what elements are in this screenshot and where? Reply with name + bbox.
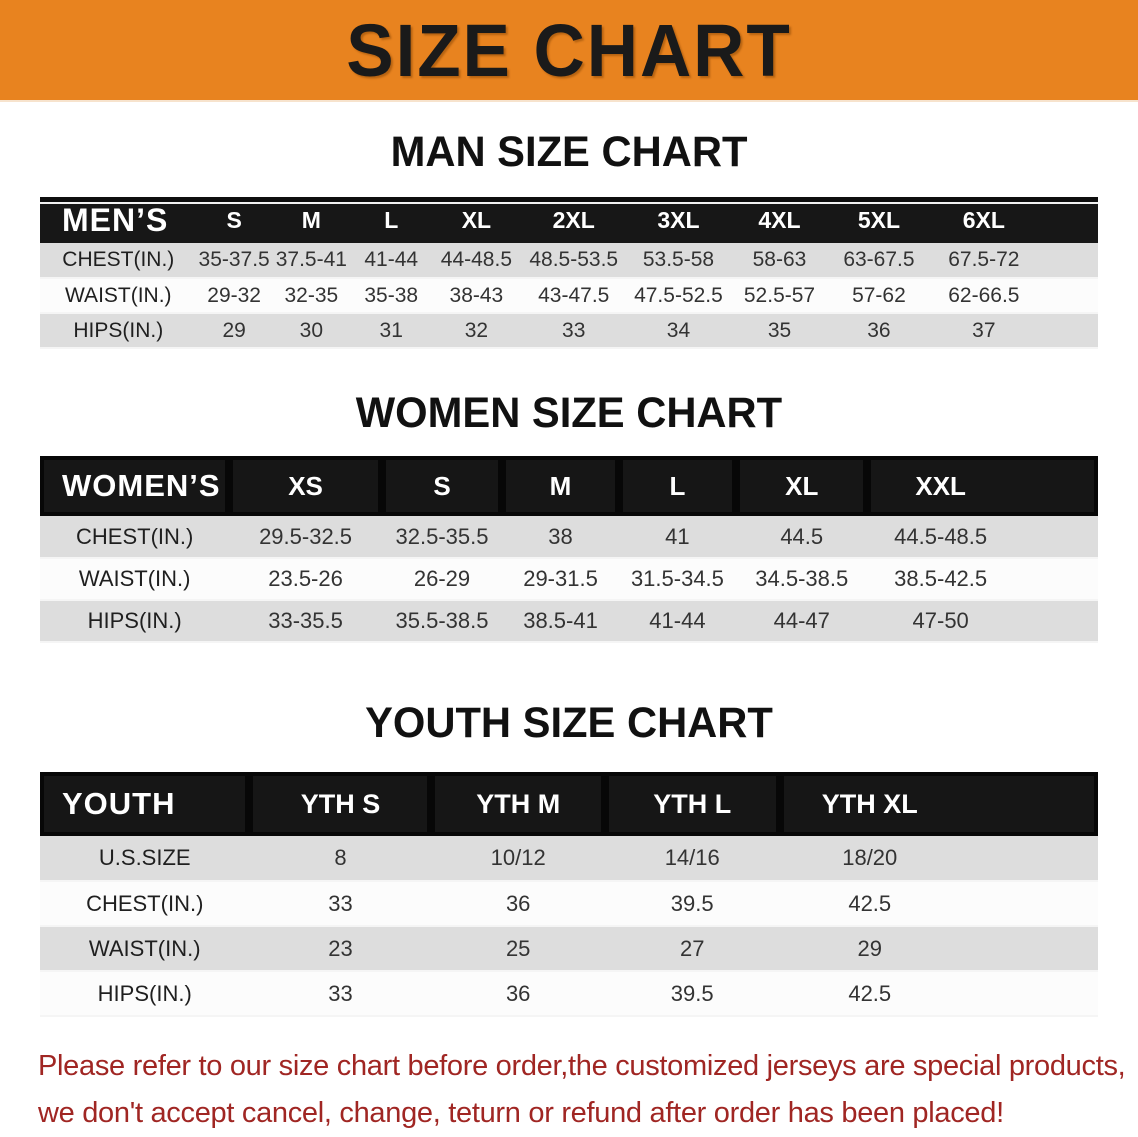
value-cell: 48.5-53.5 (529, 248, 619, 271)
notice-line-1: Please refer to our size chart before order,the customized jerseys are special products, (38, 1050, 1126, 1082)
value-cell: 10/12 (490, 845, 546, 870)
value-cell: 35 (767, 318, 792, 342)
value-cell: 26-29 (413, 566, 471, 591)
value-cell: 29-32 (207, 283, 261, 307)
value-cell: 37 (972, 318, 996, 342)
value-cell: 44.5-48.5 (894, 523, 988, 549)
value-cell: 41-44 (364, 248, 419, 271)
value-cell: 42.5 (848, 980, 892, 1006)
men-row-2 (40, 313, 1098, 348)
men-row-0 (40, 243, 1098, 278)
value-cell: 36 (505, 980, 531, 1006)
man-size-chart-title: MAN SIZE CHART (390, 128, 748, 176)
value-cell: 38.5-41 (523, 608, 598, 633)
value-cell: 29.5-32.5 (259, 523, 353, 549)
value-cell: 62-66.5 (948, 283, 1020, 307)
youth-column-header-0: YTH S (249, 772, 431, 836)
value-cell: 57-62 (852, 283, 906, 307)
row-label: CHEST(IN.) (76, 523, 194, 549)
row-label: WAIST(IN.) (88, 935, 201, 961)
women-row-0 (40, 516, 1098, 558)
value-cell: 25 (505, 935, 531, 961)
youth-column-header-2: YTH L (605, 772, 780, 836)
women-column-header-5: XXL (867, 456, 1098, 516)
value-cell: 23 (328, 935, 353, 961)
value-cell: 23.5-26 (268, 566, 343, 591)
value-cell: 38.5-42.5 (894, 566, 988, 591)
value-cell: 30 (299, 318, 324, 342)
women-column-header-2: M (502, 456, 618, 516)
value-cell: 44.5 (780, 523, 824, 549)
value-cell: 36 (505, 890, 531, 916)
value-cell: 41-44 (649, 608, 706, 633)
value-cell: 18/20 (842, 845, 898, 870)
value-cell: 43-47.5 (538, 283, 610, 307)
women-corner-label: WOMEN’S (40, 456, 229, 516)
row-label: CHEST(IN.) (62, 248, 175, 271)
men-column-header-6: 4XL (731, 197, 828, 243)
youth-size-chart-title: YOUTH SIZE CHART (365, 699, 773, 747)
women-column-header-4: XL (736, 456, 867, 516)
men-column-header-1: M (272, 197, 351, 243)
value-cell: 33 (328, 890, 353, 916)
value-cell: 31.5-34.5 (630, 566, 724, 591)
notice-line-2: we don't accept cancel, change, teturn or refund after order has been placed! (38, 1097, 1004, 1129)
men-column-header-8: 6XL (930, 197, 1098, 243)
value-cell: 53.5-58 (642, 248, 715, 271)
youth-header-row (40, 772, 1098, 836)
value-cell: 31 (379, 318, 403, 342)
row-label: HIPS(IN.) (73, 318, 164, 342)
value-cell: 33 (562, 318, 586, 342)
men-column-header-3: XL (431, 197, 521, 243)
value-cell: 33 (328, 980, 353, 1006)
value-cell: 38 (548, 523, 573, 549)
value-cell: 44-47 (773, 608, 830, 633)
order-notice (0, 1043, 1138, 1137)
women-row-2 (40, 600, 1098, 642)
value-cell: 39.5 (670, 980, 714, 1006)
youth-size-table (40, 772, 1098, 1017)
men-column-header-4: 2XL (521, 197, 626, 243)
value-cell: 47-50 (912, 608, 969, 633)
men-corner-label: MEN’S (40, 197, 197, 243)
youth-column-header-3: YTH XL (780, 772, 1099, 836)
men-table-wrap (0, 197, 1138, 349)
women-header-row (40, 456, 1098, 516)
women-column-header-1: S (382, 456, 503, 516)
value-cell: 29 (222, 318, 246, 342)
value-cell: 35-38 (364, 283, 419, 307)
men-column-header-0: S (197, 197, 272, 243)
value-cell: 41 (665, 523, 690, 549)
youth-table-wrap (0, 772, 1138, 1017)
men-column-header-5: 3XL (626, 197, 731, 243)
value-cell: 44-48.5 (440, 248, 513, 271)
row-label: U.S.SIZE (98, 845, 191, 870)
value-cell: 67.5-72 (948, 248, 1020, 271)
row-label: WAIST(IN.) (78, 566, 191, 591)
value-cell: 58-63 (752, 248, 807, 271)
value-cell: 29 (857, 935, 882, 961)
value-cell: 34.5-38.5 (755, 566, 849, 591)
value-cell: 35-37.5 (198, 248, 270, 271)
value-cell: 63-67.5 (843, 248, 915, 271)
men-column-header-7: 5XL (828, 197, 930, 243)
men-header-row (40, 197, 1098, 243)
value-cell: 38-43 (449, 283, 504, 307)
youth-row-1 (40, 881, 1098, 926)
women-size-table (40, 456, 1098, 643)
row-label: WAIST(IN.) (65, 283, 172, 307)
value-cell: 27 (679, 935, 705, 961)
women-row-1 (40, 558, 1098, 600)
size-chart-banner (0, 0, 1138, 102)
value-cell: 33-35.5 (268, 608, 343, 633)
women-column-header-0: XS (229, 456, 381, 516)
women-size-chart-title: WOMEN SIZE CHART (355, 389, 783, 437)
row-label: HIPS(IN.) (87, 608, 182, 633)
value-cell: 8 (334, 845, 347, 870)
men-row-1 (40, 278, 1098, 313)
value-cell: 32-35 (284, 283, 339, 307)
youth-column-header-1: YTH M (431, 772, 605, 836)
value-cell: 34 (666, 318, 691, 342)
women-column-header-3: L (619, 456, 736, 516)
row-label: CHEST(IN.) (86, 890, 204, 916)
row-label: HIPS(IN.) (97, 980, 192, 1006)
women-table-wrap (0, 456, 1138, 643)
value-cell: 32.5-35.5 (395, 523, 489, 549)
value-cell: 14/16 (664, 845, 720, 870)
value-cell: 52.5-57 (743, 283, 816, 307)
youth-row-2 (40, 926, 1098, 971)
value-cell: 36 (867, 318, 891, 342)
value-cell: 37.5-41 (275, 248, 347, 271)
youth-row-0 (40, 836, 1098, 881)
value-cell: 32 (464, 318, 489, 342)
men-column-header-2: L (351, 197, 431, 243)
banner-title: SIZE CHART (346, 8, 792, 92)
value-cell: 39.5 (670, 890, 714, 916)
value-cell: 42.5 (848, 890, 892, 916)
value-cell: 29-31.5 (523, 566, 598, 591)
value-cell: 35.5-38.5 (395, 608, 489, 633)
men-size-table (40, 197, 1098, 349)
value-cell: 47.5-52.5 (634, 283, 723, 307)
youth-corner-label: YOUTH (40, 772, 249, 836)
youth-row-3 (40, 971, 1098, 1016)
